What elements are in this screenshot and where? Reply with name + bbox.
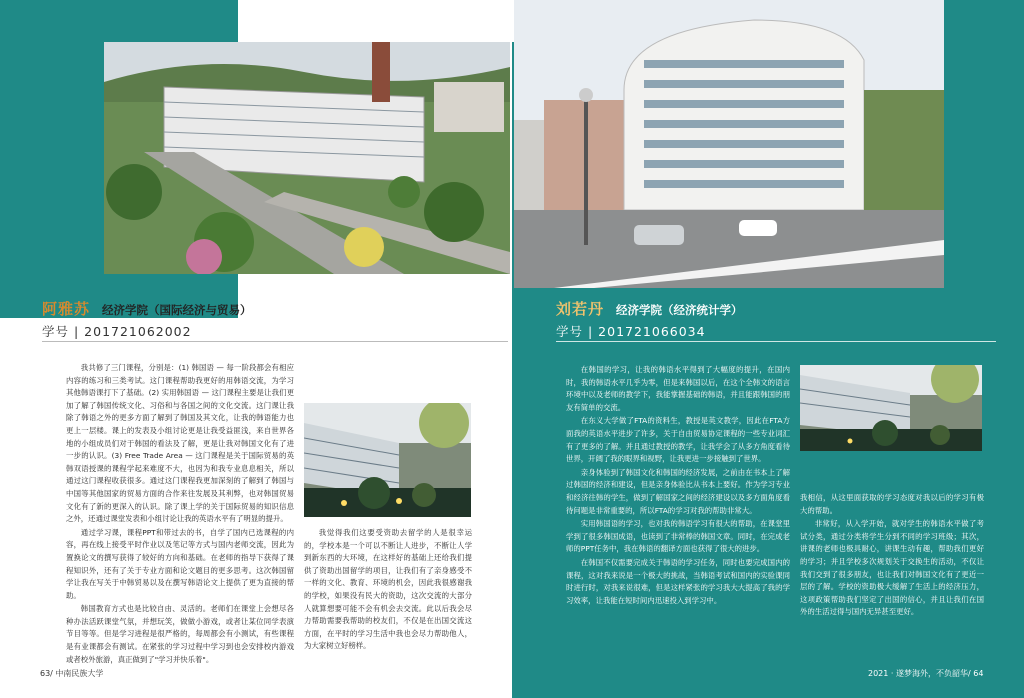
article-body-left-col1 <box>66 362 294 667</box>
paragraph: 我共修了三门课程，分别是：(1) 韩国语 — 每一阶段都会有相应内容的练习和三类考试。这门课程帮助我更好的用韩语交流，为学习其他韩语课打下了基础。(2) 实用韩国语 — 这门课程主要是让我们更加了解了韩国传统文化、习俗和与各国之间的文化交流。这门课让我除了韩语之外的更多方面了解到了韩国及其文化，让我的韩语能力也更上一层楼。课上的发表及小组讨论更是让我受益匪浅，来自世界各地的小组成员们对于韩国的看法及了解，更是让我对韩国文化有了进一步的认识。(3) Free Trade Area — 这门课程是关于国际贸易的英韩双语授课的课程学起来难度不大，也因为和我专业息息相关，所以通过这门课程收获很多。通过这门课程我更加深刻的了解到了韩国与中国等其他国家的贸易方面的合作来往发展及其利弊，也对韩国贸易文化有了新的更深入的认识。除了课上学的关于国际贸易的知识信息之外，还通过课堂发表和小组讨论让我的英语水平有了明显的提升。 <box>66 363 294 524</box>
paragraph: 亲身体验到了韩国文化和韩国的经济发展，之前由在书本上了解过韩国的经济和建设，但是亲身体验比从书本上要好。作为学习专业和经济往韩的学生，做到了解国家之间的经济建设以及多方面角度看待问题是非常重要的，所以FTA的学习对我的帮助非常大。 <box>566 467 790 515</box>
night-campus-photo-right <box>800 365 982 451</box>
divider-left <box>42 341 508 342</box>
paragraph: 在东义大学做了FTA的资料生，教授是英文教学，因此在FTA方面我的英语水平进步了许多，关于自由贸易协定课程的一些专业词汇有了更多的了解。并且通过教授的教学，让我学会了从多方角度看待世界，开阔了我的眼界和视野，让我更进一步接触到了世界。 <box>566 416 790 464</box>
night-campus-photo-left <box>304 403 471 517</box>
paragraph: 实用韩国语的学习，也对我的韩语学习有很大的帮助，在课堂里学到了很多韩国成语，也读到了非常棒的韩国文章。同时，在完成老师的PPT任务中，我在韩语的翻译方面也获得了很大的进步。 <box>566 519 790 554</box>
department-right: 经济学院（经济统计学） <box>616 303 743 317</box>
campus-aerial-photo <box>104 42 510 274</box>
building-photo <box>514 0 944 288</box>
paragraph: 我相信，从这里面获取的学习态度对我以后的学习有极大的帮助。 <box>800 493 984 515</box>
paragraph: 在韩国不仅需要完成关于韩语的学习任务，同时也要完成国内的课程，这对我来说是一个极大的挑战，当韩语考试和国内的实验课同时进行时，对我来说很难，但是这样紧张的学习我大大提高了我的学习效率，让我能在短时间内迅速投入到学习中。 <box>566 557 790 605</box>
page-number-left: 63/ 中南民族大学 <box>40 669 104 678</box>
student-id-left: 学号 | 201721062002 <box>42 324 192 339</box>
article-body-left-col2 <box>304 527 472 654</box>
paragraph: 在韩国的学习，让我的韩语水平得到了大幅度的提升，在国内时，我的韩语水平几乎为零，但是来韩国以后，在这个全韩文的语言环境中以及老师的教学下，我能掌握基础的韩语，并且能跟韩国的朋友有简单的交流。 <box>566 365 790 412</box>
paragraph: 韩国教育方式也是比较自由、灵活的。老师们在课堂上会想尽各种办法活跃课堂气氛，并想玩笑，做做小游戏，或者让某位同学表演节目等等。但是学习进程是很严格的，每周都会有小测试，有些课程是有业课都会有测试。在紧张的学习过程中学习到也会安排校内游戏或者校外旅游，真正做到了"学习并快乐着"。 <box>66 604 294 664</box>
article-body-right-col2 <box>800 492 984 620</box>
paragraph: 非常好，从入学开始，就对学生的韩语水平做了考试分类，通过分类将学生分到不同的学习班级；其次，讲课的老师也极具耐心，讲课生动有趣，帮助我们更好的学习；并且学校多次规划关于交换生的活动，不仅让我们交到了很多朋友，也让我们对韩国文化有了更近一层的了解。学校的资助极大缓解了生活上的经济压力，这项政策帮助我们坚定了出国的信心，并且让我们在国外的生活过得与国内无异甚至更好。 <box>800 519 984 617</box>
student-name-right: 刘若丹 <box>556 300 605 318</box>
page-number-right: 2021 · 遂梦海外，不负韶华/ 64 <box>868 669 984 678</box>
paragraph: 我觉得我们这要受资助去留学的人是很幸运的，学校本是一个可以不断让人进步，不断让人学到新东西的大环境，在这样好的基础上还给我们提供了资助出国留学的项目，让我们有了亲身感受不一样的文化、教育、环境的机会，因此我很感谢我的学校，如果没有民大的资助，这次交流的大部分人就算想要可能不会有机会去交流。此以后我会尽力帮助需要我帮助的校友们，不仅是在出国交流这方面，在平时的学习生活中我也会尽力帮助他人，为大家树立好榜样。 <box>304 528 472 651</box>
department-left: 经济学院（国际经济与贸易） <box>102 303 252 317</box>
student-name-left: 阿雅苏 <box>42 300 91 318</box>
article-body-right-col1 <box>566 364 790 608</box>
paragraph: 通过学习课，课程PPT和带过去的书，自学了国内已选课程的内容，再在线上接受平时作业以及笔记等方式与国内老师交流，因此为置换论文的撰写获得了较好的方向和基础。在老师的指导下获得了课程知识外，还有了关于专业方面和论文题目的更多思考。这次韩国留学让我在写关于中韩贸易以及在撰写韩语论文上提供了更为直接的帮助。 <box>66 527 294 600</box>
divider-right <box>556 341 996 342</box>
student-id-right: 学号 | 201721066034 <box>556 324 706 339</box>
